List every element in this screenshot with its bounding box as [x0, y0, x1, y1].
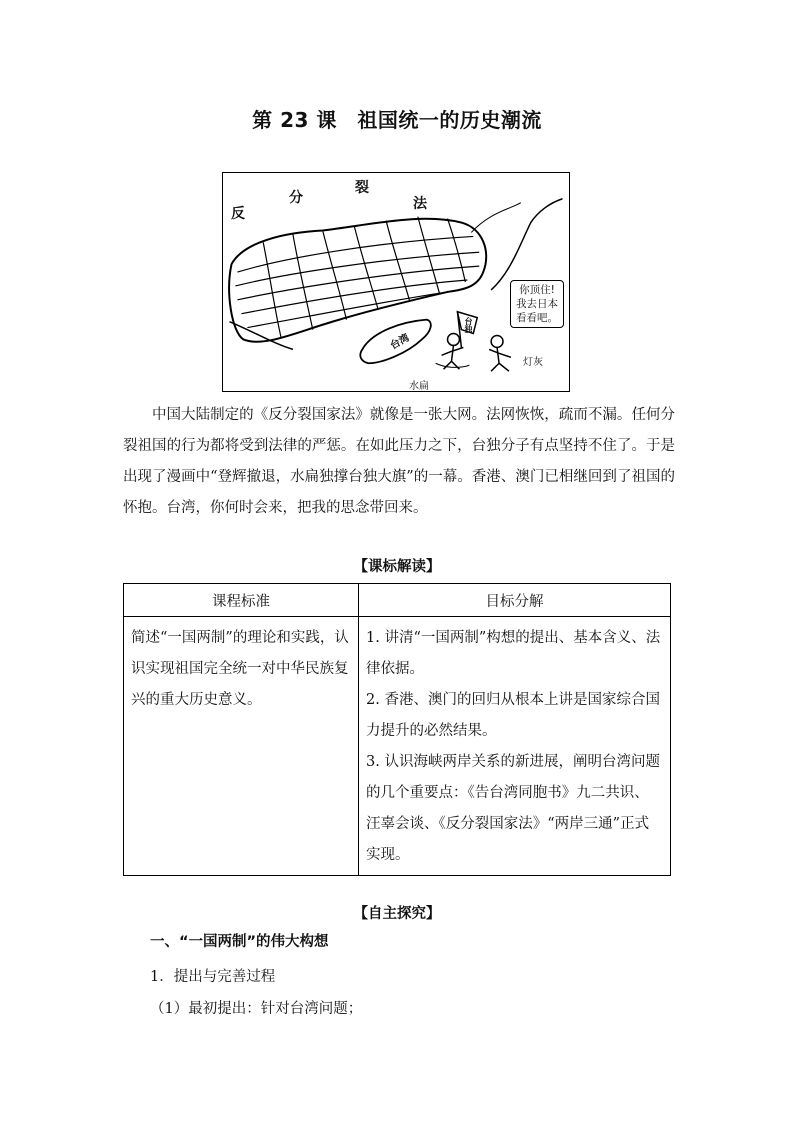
cartoon-char-3: 裂 — [355, 180, 369, 196]
cartoon-label-right: 灯灰 — [523, 357, 543, 368]
island-label: 台湾 — [388, 332, 412, 352]
standards-table — [123, 583, 671, 876]
bubble-line-3: 看看吧。 — [516, 312, 558, 324]
cartoon-char-1: 反 — [231, 206, 245, 222]
cartoon-char-2: 分 — [289, 190, 303, 206]
standards-heading: 【课标解读】 — [353, 559, 441, 575]
standard-cell: 简述“一国两制”的理论和实践，认识实现祖国完全统一对中华民族复兴的重大历史意义。 — [124, 617, 359, 876]
flag-label: 台独 — [464, 317, 473, 333]
item-1: 1．提出与完善过程 — [150, 969, 276, 985]
section1-title: 一、“一国两制”的伟大构想 — [150, 934, 329, 950]
cartoon-char-4: 法 — [413, 196, 427, 212]
page-title: 第 23 课 祖国统一的历史潮流 — [252, 108, 542, 132]
goal-item-1: 1. 讲清“一国两制”构想的提出、基本含义、法律依据。 — [366, 630, 661, 677]
speech-bubble — [510, 280, 564, 328]
cartoon-label-bottom: 水扁 — [409, 381, 429, 392]
table-row — [124, 617, 671, 876]
goals-cell — [359, 617, 671, 876]
goal-item-3: 3. 认识海峡两岸关系的新进展，阐明台湾问题的几个重要点：《告台湾同胞书》九二共识、汪辜会谈、《反分裂国家法》“两岸三通”正式实现。 — [366, 754, 660, 863]
header-standard: 课程标准 — [124, 584, 359, 617]
bubble-line-1: 你顶住! — [519, 284, 555, 296]
explore-heading: 【自主探究】 — [353, 906, 441, 922]
header-goals: 目标分解 — [359, 584, 671, 617]
cartoon-illustration — [222, 172, 570, 392]
goal-item-2: 2. 香港、澳门的回归从根本上讲是国家综合国力提升的必然结果。 — [366, 692, 660, 739]
item-1-1: （1）最初提出：针对台湾问题； — [150, 1001, 363, 1017]
table-header-row — [124, 584, 671, 617]
intro-paragraph: 中国大陆制定的《反分裂国家法》就像是一张大网。法网恢恢，疏而不漏。任何分裂祖国的行为都将受到法律的严惩。在如此压力之下，台独分子有点坚持不住了。于是出现了漫画中“登辉撤退，水扁独撑台独大旗”的一幕。香港、澳门已相继回到了祖国的怀抱。台湾，你何时会来，把我的思念带回来。 — [123, 407, 675, 516]
bubble-line-2: 我去日本 — [516, 298, 558, 310]
